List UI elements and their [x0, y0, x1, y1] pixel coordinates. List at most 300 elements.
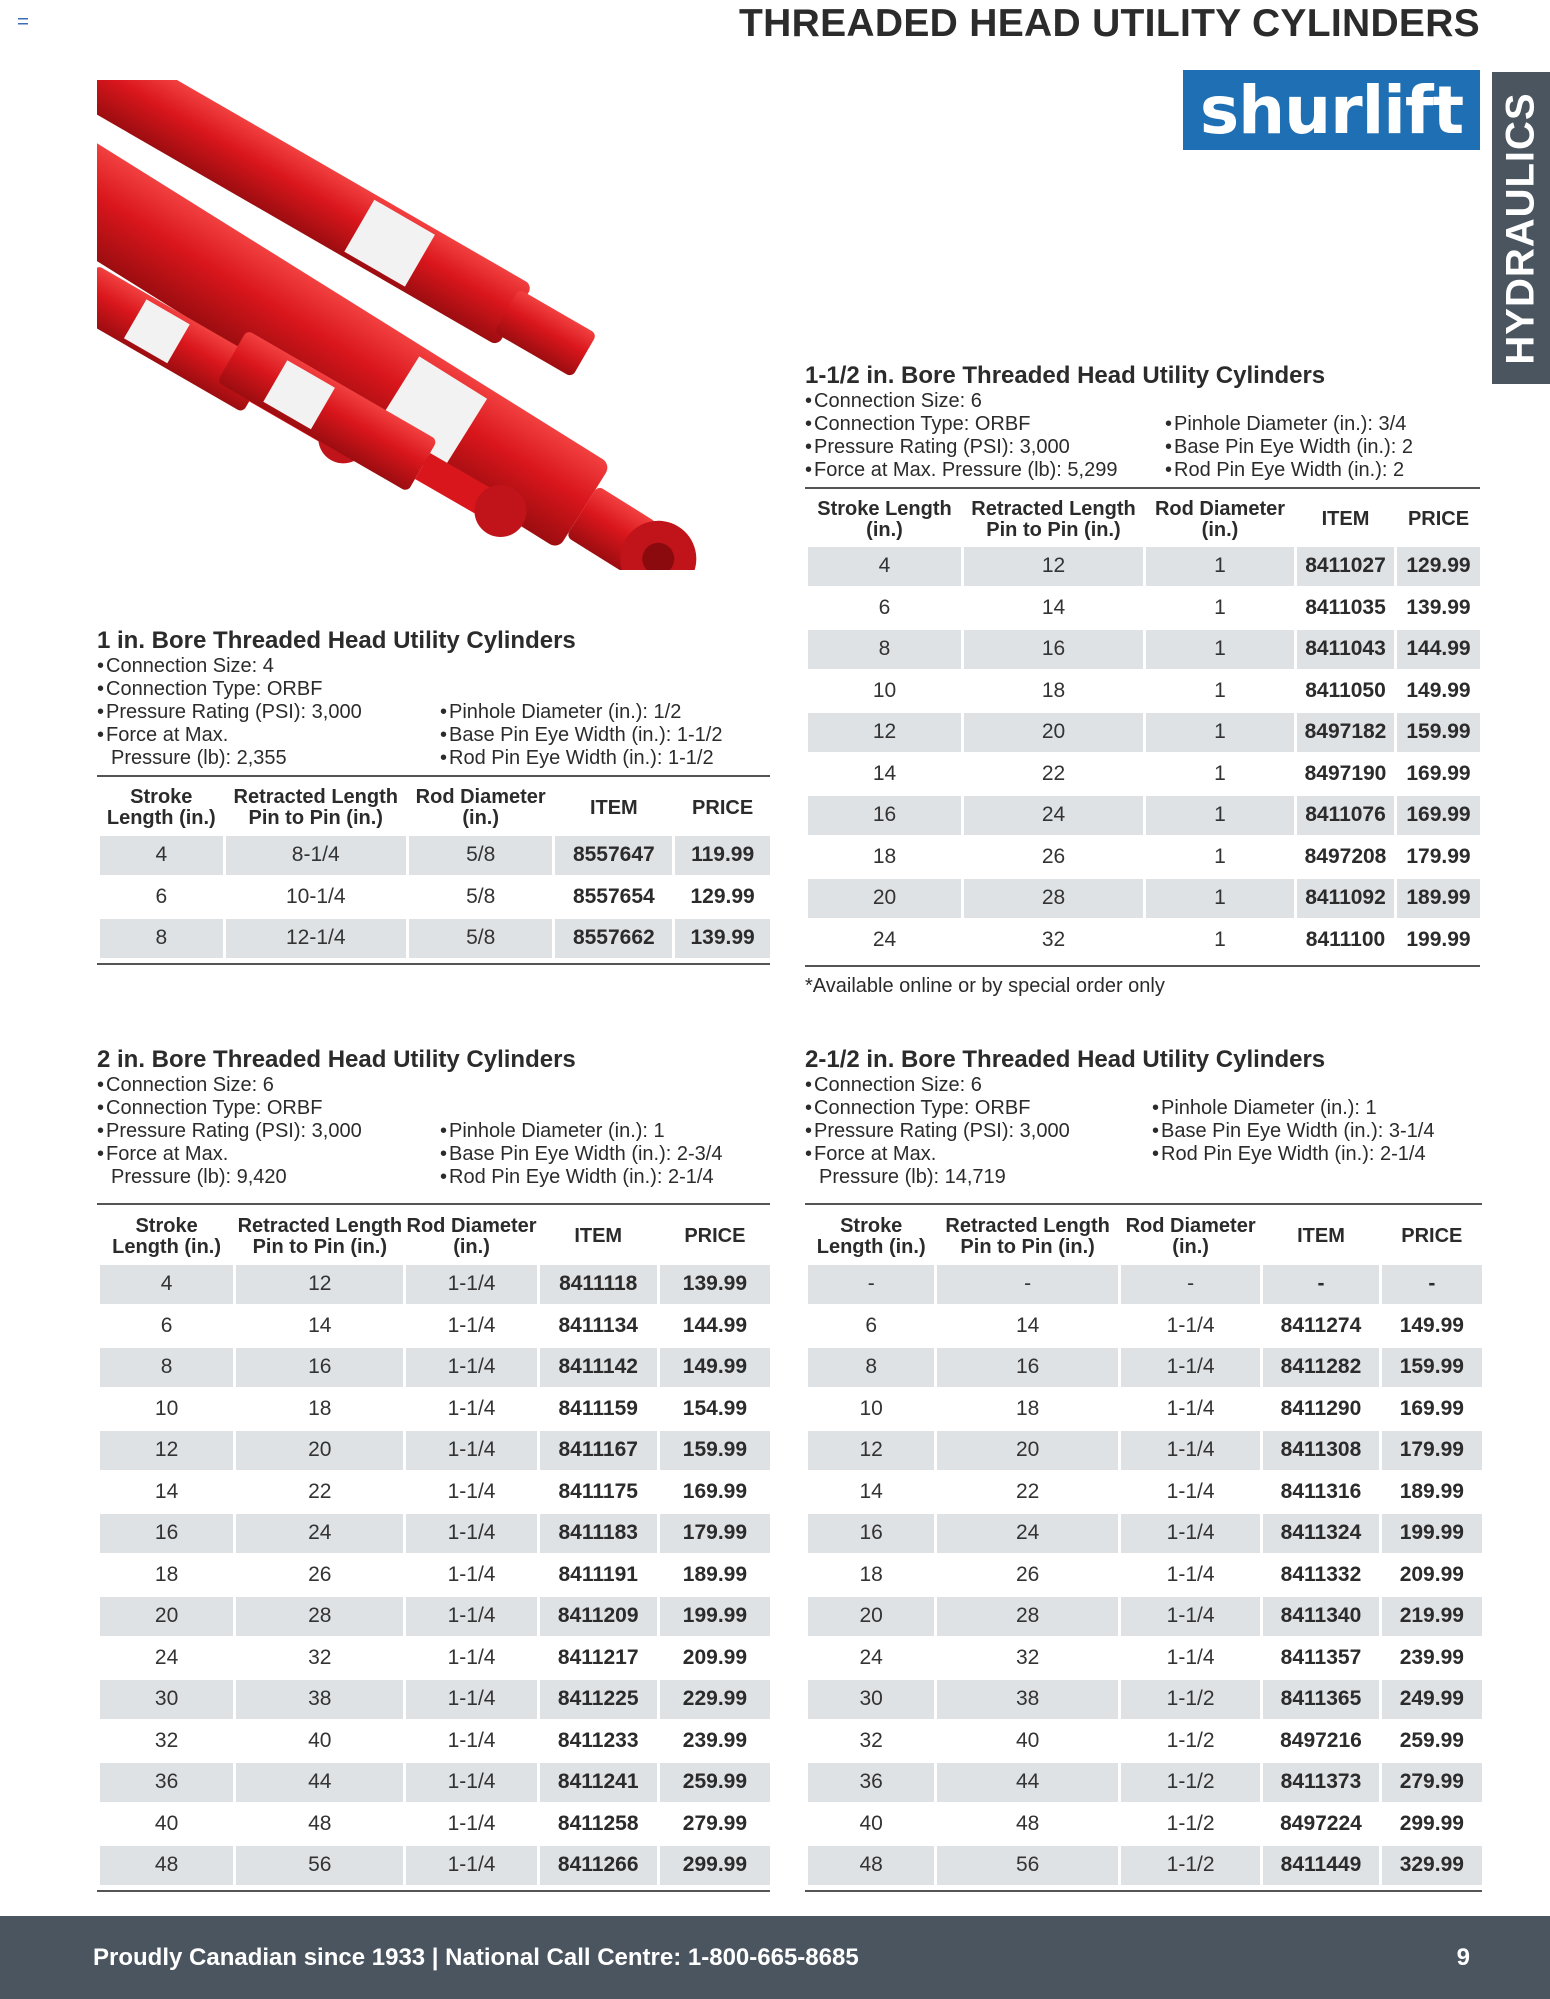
table-row — [100, 1680, 770, 1719]
table-bottom-rule — [97, 963, 770, 965]
bore-1in-title: 1 in. Bore Threaded Head Utility Cylinders — [97, 627, 576, 654]
cell-retracted-length: 26 — [1015, 1562, 1040, 1586]
page-footer — [0, 1916, 1550, 1999]
cell-stroke-length: 8 — [808, 1348, 934, 1387]
table-row — [808, 1763, 1482, 1802]
cell-item: 8411225 — [540, 1680, 657, 1719]
cell-rod-diameter: 1-1/4 — [1121, 1597, 1260, 1636]
spec-force: • Force at Max. Pressure (lb): 5,299 — [805, 459, 1117, 482]
spec-rod-pin-eye: • Rod Pin Eye Width (in.): 1-1/2 — [440, 747, 722, 770]
table-row — [100, 919, 770, 958]
menu-icon[interactable] — [18, 18, 28, 25]
spec-connection-size: • Connection Size: 6 — [97, 1074, 362, 1097]
cell-price: 259.99 — [660, 1763, 770, 1802]
cell-retracted-length: 18 — [1015, 1396, 1040, 1420]
table-row — [808, 1639, 1482, 1678]
cell-item: 8411217 — [557, 1645, 639, 1669]
cell-rod-diameter: 1 — [1214, 844, 1226, 868]
table-row — [808, 547, 1480, 586]
col-stroke-length: Stroke Length (in.) — [816, 1214, 926, 1258]
bore-2in-table — [97, 1208, 773, 1888]
table-row — [808, 838, 1480, 877]
table-row — [100, 1639, 770, 1678]
cell-stroke-length: 18 — [872, 844, 897, 868]
spec-pressure-rating: • Pressure Rating (PSI): 3,000 — [97, 1120, 362, 1143]
cell-item: 8411175 — [558, 1479, 638, 1503]
cell-price: 239.99 — [1399, 1645, 1464, 1669]
cell-rod-diameter: - — [1121, 1265, 1260, 1304]
bore-1in-section — [97, 626, 772, 770]
cell-price: 179.99 — [1406, 844, 1471, 868]
table-row — [100, 878, 770, 917]
cell-rod-diameter: 1-1/2 — [1121, 1846, 1260, 1885]
spec-connection-size: • Connection Size: 6 — [805, 1074, 1070, 1097]
cell-stroke-length: 20 — [808, 879, 961, 918]
cell-item: 8411209 — [540, 1597, 657, 1636]
table-row — [100, 1805, 770, 1844]
cell-retracted-length: 22 — [1041, 761, 1066, 785]
brand-logo-text: shurlift — [1199, 71, 1464, 149]
cell-rod-diameter: 1 — [1146, 713, 1294, 752]
cell-price: 169.99 — [1406, 761, 1471, 785]
col-rod-diameter: Rod Diameter (in.) — [406, 1214, 537, 1258]
table-row — [808, 921, 1480, 960]
cell-item: 8411092 — [1297, 879, 1394, 918]
bore-1in-specs — [97, 655, 772, 770]
cell-item: 8497224 — [1280, 1811, 1362, 1835]
spec-rod-pin-eye: • Rod Pin Eye Width (in.): 2 — [1165, 459, 1413, 482]
cell-rod-diameter: 1-1/4 — [1166, 1645, 1215, 1669]
cell-retracted-length: 44 — [236, 1763, 403, 1802]
cell-retracted-length: - — [937, 1265, 1118, 1304]
cell-stroke-length: 6 — [865, 1313, 878, 1337]
cell-rod-diameter: 1-1/4 — [1121, 1514, 1260, 1553]
spec-base-pin-eye: • Base Pin Eye Width (in.): 2-3/4 — [440, 1143, 722, 1166]
cell-price: 169.99 — [1397, 796, 1480, 835]
cell-retracted-length: 18 — [308, 1396, 332, 1420]
spec-base-pin-eye: • Base Pin Eye Width (in.): 1-1/2 — [440, 724, 722, 747]
cell-stroke-length: 36 — [808, 1763, 934, 1802]
spec-base-pin-eye: • Base Pin Eye Width (in.): 2 — [1165, 436, 1413, 459]
cell-rod-diameter: 5/8 — [466, 884, 496, 908]
table-row — [808, 1348, 1482, 1387]
cell-stroke-length: 30 — [808, 1680, 934, 1719]
cell-stroke-length: 6 — [155, 884, 168, 908]
spec-rod-pin-eye: • Rod Pin Eye Width (in.): 2-1/4 — [440, 1166, 722, 1189]
cell-stroke-length: 24 — [859, 1645, 883, 1669]
cell-stroke-length: 12 — [808, 713, 961, 752]
table-row — [808, 879, 1480, 918]
cell-rod-diameter: 1-1/2 — [1121, 1763, 1260, 1802]
cell-item: 8497190 — [1304, 761, 1387, 785]
table-row — [100, 1846, 770, 1885]
cell-retracted-length: 28 — [964, 879, 1143, 918]
spec-connection-size: • Connection Size: 6 — [805, 390, 1117, 413]
cell-stroke-length: 4 — [100, 1265, 233, 1304]
cell-rod-diameter: 1-1/4 — [406, 1763, 536, 1802]
cell-price: 199.99 — [1382, 1514, 1482, 1553]
cell-rod-diameter: 1-1/4 — [447, 1396, 496, 1420]
cell-retracted-length: 48 — [308, 1811, 332, 1835]
bore-2in-specs — [97, 1074, 772, 1189]
cell-stroke-length: 20 — [808, 1597, 934, 1636]
bore-2-5in-title: 2-1/2 in. Bore Threaded Head Utility Cylinders — [805, 1046, 1326, 1073]
col-stroke-length: Stroke Length (in.) — [112, 1214, 222, 1258]
cell-rod-diameter: 1-1/2 — [1121, 1680, 1260, 1719]
cell-rod-diameter: 1 — [1146, 879, 1294, 918]
table-top-rule — [97, 775, 770, 777]
cell-price: 239.99 — [682, 1728, 748, 1752]
col-price: PRICE — [1401, 1225, 1463, 1247]
cell-retracted-length: 12 — [964, 547, 1143, 586]
table-header-row — [808, 1211, 1482, 1262]
table-row — [808, 1846, 1482, 1885]
cell-retracted-length: 20 — [964, 713, 1143, 752]
cell-retracted-length: 26 — [1041, 844, 1066, 868]
table-bottom-rule — [97, 1890, 770, 1892]
cell-stroke-length: 24 — [872, 927, 897, 951]
table-row — [808, 1597, 1482, 1636]
cell-stroke-length: 30 — [100, 1680, 233, 1719]
cell-retracted-length: 28 — [937, 1597, 1118, 1636]
col-price: PRICE — [692, 796, 754, 819]
col-item: ITEM — [1321, 508, 1370, 530]
col-stroke-length: Stroke Length (in.) — [106, 786, 216, 829]
table-row — [808, 1390, 1482, 1429]
cell-price: 149.99 — [1399, 1313, 1464, 1337]
spec-pressure-rating: • Pressure Rating (PSI): 3,000 — [805, 1120, 1070, 1143]
cell-price: 189.99 — [1397, 879, 1480, 918]
cell-rod-diameter: 1-1/4 — [1166, 1562, 1215, 1586]
cell-rod-diameter: 1-1/2 — [1166, 1728, 1215, 1752]
cell-retracted-length: 26 — [308, 1562, 332, 1586]
availability-note: *Available online or by special order only — [805, 975, 1165, 997]
cell-retracted-length: 16 — [937, 1348, 1118, 1387]
cell-item: 8411449 — [1263, 1846, 1378, 1885]
cell-rod-diameter: 1-1/4 — [447, 1479, 496, 1503]
table-row — [808, 589, 1480, 628]
cell-price: 139.99 — [1406, 595, 1471, 619]
cell-stroke-length: - — [808, 1265, 934, 1304]
spec-force-value: Pressure (lb): 14,719 — [819, 1166, 1006, 1188]
cell-stroke-length: 40 — [154, 1811, 179, 1835]
cell-item: 8497182 — [1297, 713, 1394, 752]
cell-item: 8411183 — [540, 1514, 657, 1553]
table-row — [808, 796, 1480, 835]
cell-price: 209.99 — [682, 1645, 748, 1669]
cell-stroke-length: 18 — [859, 1562, 883, 1586]
cell-rod-diameter: 1 — [1146, 796, 1294, 835]
table-header-row — [100, 1211, 770, 1262]
cell-retracted-length: 10-1/4 — [285, 884, 346, 908]
cell-retracted-length: 48 — [1015, 1811, 1040, 1835]
cell-retracted-length: 32 — [1015, 1645, 1040, 1669]
spec-connection-size: • Connection Size: 4 — [97, 655, 362, 678]
cell-item: 8411316 — [1280, 1479, 1362, 1503]
cell-stroke-length: 8 — [808, 630, 961, 669]
cell-item: 8411241 — [540, 1763, 657, 1802]
cell-rod-diameter: 1-1/4 — [406, 1680, 536, 1719]
cell-item: 8411308 — [1263, 1431, 1378, 1470]
spec-base-pin-eye: • Base Pin Eye Width (in.): 3-1/4 — [1152, 1120, 1434, 1143]
col-rod-diameter: Rod Diameter (in.) — [1154, 497, 1286, 541]
cell-retracted-length: 56 — [937, 1846, 1118, 1885]
cell-retracted-length: 44 — [937, 1763, 1118, 1802]
cell-stroke-length: 6 — [160, 1313, 173, 1337]
col-retracted-length: Retracted Length Pin to Pin (in.) — [233, 786, 398, 829]
spec-connection-type: • Connection Type: ORBF — [97, 1097, 362, 1120]
table-row — [100, 836, 770, 875]
cell-price: 189.99 — [682, 1562, 748, 1586]
cell-item: 8557662 — [555, 919, 672, 958]
cell-retracted-length: 8-1/4 — [226, 836, 406, 875]
cell-item: 8411282 — [1263, 1348, 1378, 1387]
cell-price: 144.99 — [682, 1313, 748, 1337]
spec-force-value: Pressure (lb): 2,355 — [111, 747, 287, 769]
cell-price: 149.99 — [660, 1348, 770, 1387]
spec-pressure-rating: • Pressure Rating (PSI): 3,000 — [97, 701, 362, 724]
cell-item: 8411191 — [558, 1562, 638, 1586]
cell-rod-diameter: 1 — [1214, 761, 1226, 785]
spec-rod-pin-eye: • Rod Pin Eye Width (in.): 2-1/4 — [1152, 1143, 1434, 1166]
cell-retracted-length: 14 — [1015, 1313, 1040, 1337]
table-row — [808, 755, 1480, 794]
spec-force-value: Pressure (lb): 9,420 — [111, 1166, 287, 1188]
cell-rod-diameter: 5/8 — [409, 919, 553, 958]
cell-price: 249.99 — [1382, 1680, 1482, 1719]
col-item: ITEM — [574, 1225, 623, 1247]
cell-stroke-length: 4 — [808, 547, 961, 586]
cell-price: - — [1382, 1265, 1482, 1304]
cell-price: 159.99 — [1397, 713, 1480, 752]
cell-stroke-length: 36 — [100, 1763, 233, 1802]
table-row — [100, 1431, 770, 1470]
cell-item: 8411290 — [1280, 1396, 1362, 1420]
cell-rod-diameter: 1 — [1214, 678, 1226, 702]
col-retracted-length: Retracted Length Pin to Pin (in.) — [945, 1214, 1110, 1258]
spec-force-label: • Force at Max. — [97, 1143, 362, 1166]
section-side-tab — [1492, 72, 1550, 384]
cell-price: 219.99 — [1382, 1597, 1482, 1636]
cell-price: 119.99 — [675, 836, 770, 875]
cell-rod-diameter: 1-1/4 — [447, 1811, 496, 1835]
cell-rod-diameter: 1 — [1146, 630, 1294, 669]
cell-retracted-length: 14 — [1041, 595, 1066, 619]
table-bottom-rule — [805, 965, 1480, 967]
bore-1-5in-title: 1-1/2 in. Bore Threaded Head Utility Cylinders — [805, 362, 1326, 389]
bore-1-5in-section — [805, 361, 1481, 485]
cell-retracted-length: 16 — [236, 1348, 403, 1387]
cell-price: 279.99 — [682, 1811, 748, 1835]
cell-rod-diameter: 1-1/4 — [1166, 1479, 1215, 1503]
cell-retracted-length: 40 — [1015, 1728, 1040, 1752]
page-title: THREADED HEAD UTILITY CYLINDERS — [739, 2, 1480, 45]
cell-retracted-length: 12 — [236, 1265, 403, 1304]
cell-retracted-length: 18 — [1041, 678, 1066, 702]
table-row — [808, 1805, 1482, 1844]
cell-item: 8411142 — [540, 1348, 657, 1387]
table-row — [100, 1390, 770, 1429]
cell-rod-diameter: 1-1/4 — [447, 1562, 496, 1586]
table-header-row — [100, 783, 770, 833]
cell-retracted-length: 16 — [964, 630, 1143, 669]
cell-price: 144.99 — [1397, 630, 1480, 669]
cell-item: 8411100 — [1305, 927, 1386, 951]
table-row — [808, 1722, 1482, 1761]
spec-connection-type: • Connection Type: ORBF — [97, 678, 362, 701]
cell-price: 299.99 — [660, 1846, 770, 1885]
cell-stroke-length: 16 — [808, 796, 961, 835]
cell-rod-diameter: 5/8 — [409, 836, 553, 875]
cell-price: 149.99 — [1406, 678, 1471, 702]
cell-retracted-length: 12-1/4 — [226, 919, 406, 958]
cell-price: 199.99 — [660, 1597, 770, 1636]
cell-retracted-length: 24 — [937, 1514, 1118, 1553]
cell-price: 199.99 — [1406, 927, 1471, 951]
cell-retracted-length: 20 — [236, 1431, 403, 1470]
cell-item: 8411373 — [1263, 1763, 1378, 1802]
bore-2in-title: 2 in. Bore Threaded Head Utility Cylinders — [97, 1046, 576, 1073]
cell-stroke-length: 6 — [878, 595, 891, 619]
cell-item: 8411258 — [557, 1811, 639, 1835]
cell-price: 259.99 — [1399, 1728, 1464, 1752]
cell-item: 8411035 — [1305, 595, 1386, 619]
cell-stroke-length: 40 — [859, 1811, 883, 1835]
col-price: PRICE — [684, 1225, 746, 1247]
cell-stroke-length: 14 — [872, 761, 897, 785]
cell-rod-diameter: 1-1/4 — [1166, 1396, 1215, 1420]
cell-item: 8411159 — [558, 1396, 638, 1420]
spec-connection-type: • Connection Type: ORBF — [805, 413, 1117, 436]
table-row — [808, 630, 1480, 669]
cell-price: 159.99 — [660, 1431, 770, 1470]
cell-price: 139.99 — [675, 919, 770, 958]
cell-stroke-length: 4 — [100, 836, 223, 875]
table-row — [808, 1680, 1482, 1719]
cell-item: 8411118 — [540, 1265, 657, 1304]
cell-price: 169.99 — [1399, 1396, 1464, 1420]
col-retracted-length: Retracted Length Pin to Pin (in.) — [237, 1214, 403, 1258]
cell-stroke-length: 10 — [859, 1396, 883, 1420]
table-row — [100, 1514, 770, 1553]
cell-stroke-length: 20 — [100, 1597, 233, 1636]
cell-item: 8411365 — [1263, 1680, 1378, 1719]
bore-1in-table — [97, 780, 773, 961]
cell-item: 8411324 — [1263, 1514, 1378, 1553]
spec-pinhole-diameter: • Pinhole Diameter (in.): 1 — [440, 1120, 722, 1143]
spec-force-label: • Force at Max. — [805, 1143, 1070, 1166]
cell-rod-diameter: 1-1/4 — [447, 1645, 496, 1669]
table-row — [100, 1265, 770, 1304]
col-rod-diameter: Rod Diameter (in.) — [415, 786, 546, 829]
cell-item: 8411266 — [540, 1846, 657, 1885]
cell-stroke-length: 10 — [154, 1396, 179, 1420]
table-top-rule — [805, 1203, 1482, 1205]
cell-price: 189.99 — [1399, 1479, 1464, 1503]
cell-item: 8411043 — [1297, 630, 1394, 669]
table-bottom-rule — [805, 1890, 1482, 1892]
cell-item: - — [1263, 1265, 1378, 1304]
cell-stroke-length: 24 — [154, 1645, 179, 1669]
spec-pinhole-diameter: • Pinhole Diameter (in.): 1 — [1152, 1097, 1434, 1120]
cell-rod-diameter: 1-1/4 — [1166, 1313, 1215, 1337]
cell-item: 8411357 — [1280, 1645, 1362, 1669]
cell-stroke-length: 8 — [100, 1348, 233, 1387]
table-row — [808, 1514, 1482, 1553]
col-price: PRICE — [1407, 508, 1470, 530]
cell-retracted-length: 38 — [236, 1680, 403, 1719]
cell-stroke-length: 14 — [154, 1479, 179, 1503]
cell-item: 8411332 — [1280, 1562, 1362, 1586]
table-row — [100, 1473, 770, 1512]
table-row — [808, 1431, 1482, 1470]
cell-rod-diameter: 1-1/4 — [1121, 1348, 1260, 1387]
cell-rod-diameter: 1 — [1214, 927, 1226, 951]
spec-force-label: • Force at Max. — [97, 724, 362, 747]
cell-rod-diameter: 1-1/4 — [1121, 1431, 1260, 1470]
product-photo — [97, 80, 773, 570]
cell-price: 129.99 — [690, 884, 755, 908]
cell-stroke-length: 8 — [100, 919, 223, 958]
cell-stroke-length: 16 — [808, 1514, 934, 1553]
page-number: 9 — [1456, 1944, 1470, 1971]
cell-stroke-length: 18 — [154, 1562, 179, 1586]
cell-stroke-length: 32 — [154, 1728, 179, 1752]
col-item: ITEM — [1297, 1225, 1345, 1247]
cell-rod-diameter: 1-1/4 — [447, 1313, 496, 1337]
table-top-rule — [805, 487, 1480, 489]
cell-retracted-length: 56 — [236, 1846, 403, 1885]
table-row — [100, 1722, 770, 1761]
cell-price: 139.99 — [660, 1265, 770, 1304]
table-row — [808, 1265, 1482, 1304]
cell-price: 179.99 — [1382, 1431, 1482, 1470]
table-row — [100, 1556, 770, 1595]
col-stroke-length: Stroke Length (in.) — [817, 497, 952, 541]
table-top-rule — [97, 1203, 770, 1205]
cell-price: 229.99 — [660, 1680, 770, 1719]
cell-price: 159.99 — [1382, 1348, 1482, 1387]
spec-connection-type: • Connection Type: ORBF — [805, 1097, 1070, 1120]
cell-retracted-length: 24 — [236, 1514, 403, 1553]
cell-stroke-length: 48 — [808, 1846, 934, 1885]
cell-item: 8411274 — [1280, 1313, 1362, 1337]
cell-retracted-length: 32 — [308, 1645, 332, 1669]
cell-item: 8411340 — [1263, 1597, 1378, 1636]
footer-text: Proudly Canadian since 1933 | National Call Centre: 1-800-665-8685 — [93, 1944, 859, 1971]
spec-pinhole-diameter: • Pinhole Diameter (in.): 3/4 — [1165, 413, 1413, 436]
cell-retracted-length: 24 — [964, 796, 1143, 835]
cell-stroke-length: 48 — [100, 1846, 233, 1885]
cell-stroke-length: 32 — [859, 1728, 883, 1752]
bore-2in-section — [97, 1045, 772, 1189]
cell-stroke-length: 12 — [808, 1431, 934, 1470]
cell-rod-diameter: 1-1/4 — [406, 1265, 536, 1304]
cell-item: 8497216 — [1280, 1728, 1362, 1752]
table-row — [100, 1348, 770, 1387]
cell-rod-diameter: 1-1/4 — [406, 1597, 536, 1636]
cell-rod-diameter: 1-1/4 — [406, 1514, 536, 1553]
cell-price: 169.99 — [682, 1479, 748, 1503]
cell-retracted-length: 20 — [937, 1431, 1118, 1470]
cell-price: 179.99 — [660, 1514, 770, 1553]
cell-item: 8497208 — [1304, 844, 1387, 868]
col-item: ITEM — [589, 796, 638, 819]
table-row — [808, 1473, 1482, 1512]
spec-pressure-rating: • Pressure Rating (PSI): 3,000 — [805, 436, 1117, 459]
table-row — [100, 1763, 770, 1802]
col-retracted-length: Retracted Length Pin to Pin (in.) — [971, 497, 1136, 541]
